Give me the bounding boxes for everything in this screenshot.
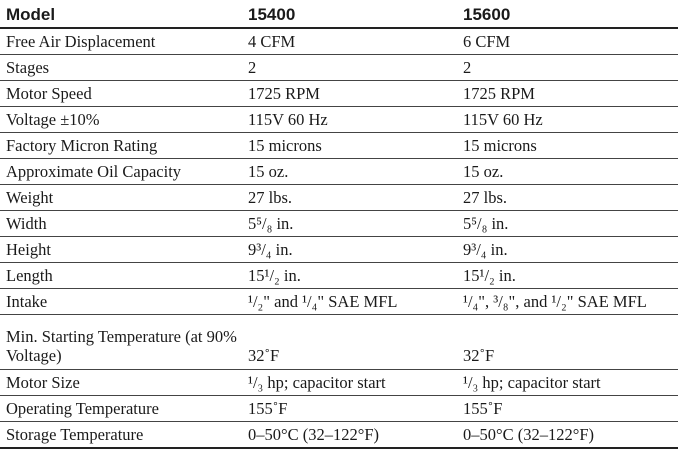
value-15600: 115V 60 Hz	[455, 107, 678, 133]
table-row	[0, 81, 678, 107]
header-model-15400: 15400	[240, 3, 455, 28]
row-label: Free Air Displacement	[0, 28, 240, 55]
header-row	[0, 3, 678, 28]
table-row	[0, 107, 678, 133]
table-row	[0, 263, 678, 289]
value-15400: 27 lbs.	[240, 185, 455, 211]
value-15400: 0–50°C (32–122°F)	[240, 422, 455, 449]
table-row	[0, 289, 678, 315]
spec-table	[0, 3, 678, 449]
value-15400: 15¹/₂ in.	[240, 263, 455, 289]
value-15400: 2	[240, 55, 455, 81]
row-label: Weight	[0, 185, 240, 211]
value-15400: 32˚F	[240, 315, 455, 370]
row-label: Intake	[0, 289, 240, 315]
row-label: Storage Temperature	[0, 422, 240, 449]
value-15400: 15 oz.	[240, 159, 455, 185]
table-row	[0, 55, 678, 81]
value-15600: 9³/₄ in.	[455, 237, 678, 263]
row-label: Voltage ±10%	[0, 107, 240, 133]
value-15400: 9³/₄ in.	[240, 237, 455, 263]
table-row	[0, 370, 678, 396]
value-15400: 1725 RPM	[240, 81, 455, 107]
value-15600: 5⁵/₈ in.	[455, 211, 678, 237]
value-15400: 4 CFM	[240, 28, 455, 55]
value-15600: 27 lbs.	[455, 185, 678, 211]
row-label: Motor Speed	[0, 81, 240, 107]
row-label: Height	[0, 237, 240, 263]
value-15600: 6 CFM	[455, 28, 678, 55]
table-row	[0, 185, 678, 211]
value-15400: ¹/₂" and ¹/₄" SAE MFL	[240, 289, 455, 315]
value-15600: 15 oz.	[455, 159, 678, 185]
value-15600: 15 microns	[455, 133, 678, 159]
value-15600: 2	[455, 55, 678, 81]
value-15400: 115V 60 Hz	[240, 107, 455, 133]
value-15400: 5⁵/₈ in.	[240, 211, 455, 237]
value-15400: ¹/₃ hp; capacitor start	[240, 370, 455, 396]
table-row	[0, 396, 678, 422]
value-15600: 0–50°C (32–122°F)	[455, 422, 678, 449]
row-label: Operating Temperature	[0, 396, 240, 422]
spec-body	[0, 28, 678, 448]
value-15600: 15¹/₂ in.	[455, 263, 678, 289]
row-label: Factory Micron Rating	[0, 133, 240, 159]
value-15600: 32˚F	[455, 315, 678, 370]
row-label: Motor Size	[0, 370, 240, 396]
value-15600: 1725 RPM	[455, 81, 678, 107]
row-label: Min. Starting Temperature (at 90% Voltage)	[0, 315, 240, 370]
header-model: Model	[0, 3, 240, 28]
table-row	[0, 133, 678, 159]
table-row	[0, 211, 678, 237]
row-label: Stages	[0, 55, 240, 81]
row-label: Approximate Oil Capacity	[0, 159, 240, 185]
row-label: Width	[0, 211, 240, 237]
value-15400: 15 microns	[240, 133, 455, 159]
row-label: Length	[0, 263, 240, 289]
table-row	[0, 237, 678, 263]
table-row	[0, 28, 678, 55]
value-15600: ¹/₃ hp; capacitor start	[455, 370, 678, 396]
table-row	[0, 159, 678, 185]
header-model-15600: 15600	[455, 3, 678, 28]
value-15600: 155˚F	[455, 396, 678, 422]
table-row	[0, 315, 678, 370]
table-row	[0, 422, 678, 449]
value-15600: ¹/₄", ³/₈", and ¹/₂" SAE MFL	[455, 289, 678, 315]
value-15400: 155˚F	[240, 396, 455, 422]
